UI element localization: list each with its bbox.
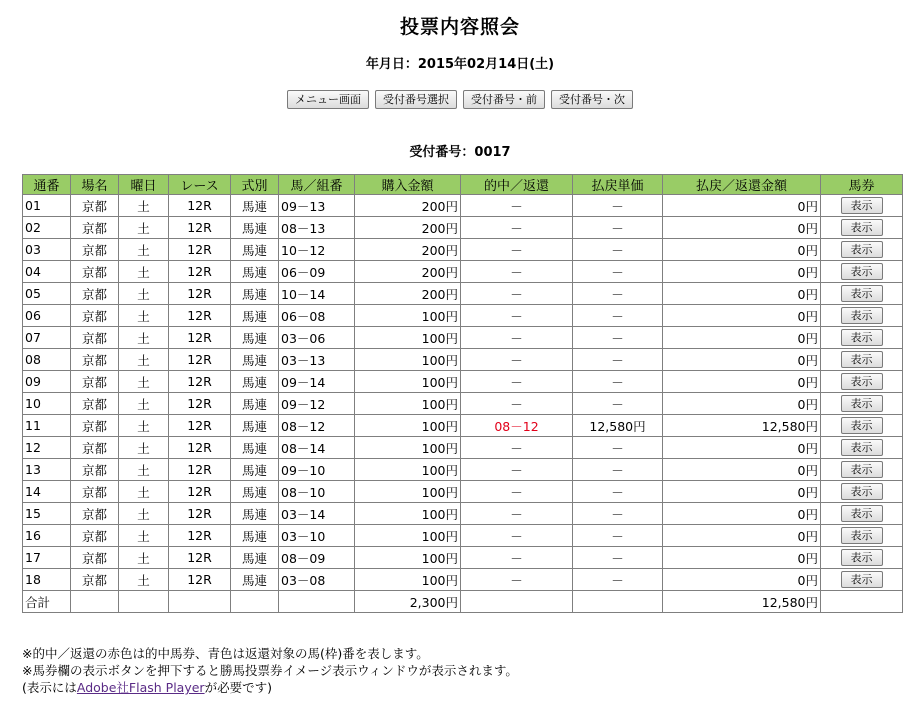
table-cell xyxy=(119,591,169,613)
table-cell: － xyxy=(461,305,573,327)
table-cell: 馬連 xyxy=(231,503,279,525)
table-cell xyxy=(573,591,663,613)
table-cell: 12R xyxy=(169,503,231,525)
table-cell: － xyxy=(573,459,663,481)
table-cell: － xyxy=(573,437,663,459)
ticket-cell xyxy=(821,195,903,217)
show-ticket-button[interactable]: 表示 xyxy=(841,263,883,280)
show-ticket-button[interactable]: 表示 xyxy=(841,505,883,522)
table-cell: 馬連 xyxy=(231,437,279,459)
column-header: 曜日 xyxy=(119,175,169,195)
table-cell: 10－12 xyxy=(279,239,355,261)
table-cell: 馬連 xyxy=(231,305,279,327)
table-cell: 土 xyxy=(119,261,169,283)
table-cell: － xyxy=(461,239,573,261)
table-cell: 土 xyxy=(119,371,169,393)
table-cell: 12,580円 xyxy=(573,415,663,437)
table-cell: － xyxy=(573,261,663,283)
table-cell: 06 xyxy=(23,305,71,327)
table-cell: 15 xyxy=(23,503,71,525)
table-cell: － xyxy=(461,283,573,305)
table-cell: 馬連 xyxy=(231,239,279,261)
table-cell: 03－08 xyxy=(279,569,355,591)
table-header-row xyxy=(23,175,903,195)
show-ticket-button[interactable]: 表示 xyxy=(841,439,883,456)
table-cell: 08－10 xyxy=(279,481,355,503)
table-row xyxy=(23,283,903,305)
table-cell: 京都 xyxy=(71,349,119,371)
table-cell: 12R xyxy=(169,437,231,459)
table-cell: 土 xyxy=(119,525,169,547)
table-cell: 08 xyxy=(23,349,71,371)
show-ticket-button[interactable]: 表示 xyxy=(841,483,883,500)
table-cell: 12R xyxy=(169,525,231,547)
table-cell: 馬連 xyxy=(231,283,279,305)
show-ticket-button[interactable]: 表示 xyxy=(841,549,883,566)
table-cell: 08－09 xyxy=(279,547,355,569)
table-cell: 京都 xyxy=(71,305,119,327)
table-cell: 京都 xyxy=(71,525,119,547)
table-cell: － xyxy=(461,547,573,569)
table-cell: 0円 xyxy=(663,481,821,503)
table-cell: － xyxy=(573,283,663,305)
table-cell: 03－13 xyxy=(279,349,355,371)
show-ticket-button[interactable]: 表示 xyxy=(841,307,883,324)
table-cell: 土 xyxy=(119,415,169,437)
ticket-cell xyxy=(821,481,903,503)
table-row xyxy=(23,261,903,283)
table-cell: 0円 xyxy=(663,459,821,481)
table-cell: 100円 xyxy=(355,437,461,459)
ticket-cell xyxy=(821,547,903,569)
table-cell: 100円 xyxy=(355,525,461,547)
table-cell: 0円 xyxy=(663,503,821,525)
table-cell: 土 xyxy=(119,393,169,415)
table-cell: 京都 xyxy=(71,217,119,239)
table-cell: － xyxy=(461,349,573,371)
table-cell: 0円 xyxy=(663,569,821,591)
column-header: 払戻単価 xyxy=(573,175,663,195)
table-cell: 100円 xyxy=(355,503,461,525)
table-cell: 土 xyxy=(119,481,169,503)
table-cell: － xyxy=(573,503,663,525)
table-cell xyxy=(169,591,231,613)
table-cell: 03－06 xyxy=(279,327,355,349)
table-cell: 京都 xyxy=(71,547,119,569)
table-cell: 08－14 xyxy=(279,437,355,459)
column-header: 払戻／返還金額 xyxy=(663,175,821,195)
show-ticket-button[interactable]: 表示 xyxy=(841,351,883,368)
table-cell: － xyxy=(461,217,573,239)
table-cell: 09－14 xyxy=(279,371,355,393)
show-ticket-button[interactable]: 表示 xyxy=(841,417,883,434)
table-cell: － xyxy=(461,195,573,217)
table-cell: 京都 xyxy=(71,283,119,305)
table-cell: 200円 xyxy=(355,217,461,239)
table-row xyxy=(23,349,903,371)
column-header: 式別 xyxy=(231,175,279,195)
total-label: 合計 xyxy=(23,591,71,613)
column-header: 通番 xyxy=(23,175,71,195)
table-cell: 03－14 xyxy=(279,503,355,525)
receipt-next-button[interactable]: 受付番号・次 xyxy=(551,90,633,109)
ticket-cell xyxy=(821,283,903,305)
table-cell: 12R xyxy=(169,459,231,481)
table-cell: 18 xyxy=(23,569,71,591)
table-cell: － xyxy=(461,327,573,349)
table-cell xyxy=(71,591,119,613)
table-cell: 0円 xyxy=(663,525,821,547)
table-row xyxy=(23,239,903,261)
table-cell: 0円 xyxy=(663,195,821,217)
ticket-cell xyxy=(821,371,903,393)
table-cell: 0円 xyxy=(663,547,821,569)
table-cell: 200円 xyxy=(355,261,461,283)
ticket-cell xyxy=(821,459,903,481)
table-cell: 土 xyxy=(119,327,169,349)
table-cell: 土 xyxy=(119,195,169,217)
table-cell: 0円 xyxy=(663,371,821,393)
column-header: レース xyxy=(169,175,231,195)
table-cell: － xyxy=(573,217,663,239)
table-cell: 馬連 xyxy=(231,349,279,371)
table-cell: 100円 xyxy=(355,481,461,503)
table-cell: 京都 xyxy=(71,393,119,415)
table-cell: 馬連 xyxy=(231,217,279,239)
table-cell: 京都 xyxy=(71,371,119,393)
table-cell: 100円 xyxy=(355,547,461,569)
table-cell: 14 xyxy=(23,481,71,503)
table-cell: 12R xyxy=(169,393,231,415)
table-cell: 0円 xyxy=(663,217,821,239)
table-cell: 09－10 xyxy=(279,459,355,481)
show-ticket-button[interactable]: 表示 xyxy=(841,329,883,346)
table-cell: 土 xyxy=(119,283,169,305)
table-cell: 03－10 xyxy=(279,525,355,547)
table-cell: 13 xyxy=(23,459,71,481)
show-ticket-button[interactable]: 表示 xyxy=(841,461,883,478)
table-cell: 01 xyxy=(23,195,71,217)
table-cell: 土 xyxy=(119,437,169,459)
table-row xyxy=(23,415,903,437)
table-cell: 京都 xyxy=(71,569,119,591)
table-cell: － xyxy=(461,393,573,415)
ticket-cell xyxy=(821,261,903,283)
table-cell xyxy=(231,591,279,613)
table-cell: 12R xyxy=(169,283,231,305)
note-color-legend: ※的中／返還の赤色は的中馬券、青色は返還対象の馬(枠)番を表します。 xyxy=(22,646,429,661)
ticket-cell xyxy=(821,437,903,459)
table-cell: － xyxy=(573,305,663,327)
table-cell: 11 xyxy=(23,415,71,437)
table-cell: 馬連 xyxy=(231,261,279,283)
table-cell: － xyxy=(461,459,573,481)
table-cell: 京都 xyxy=(71,239,119,261)
table-cell: 馬連 xyxy=(231,195,279,217)
ticket-cell xyxy=(821,239,903,261)
table-row xyxy=(23,525,903,547)
table-cell: 土 xyxy=(119,547,169,569)
table-cell: 馬連 xyxy=(231,481,279,503)
table-cell: － xyxy=(573,239,663,261)
table-cell: 04 xyxy=(23,261,71,283)
table-cell: 馬連 xyxy=(231,525,279,547)
table-cell: 12R xyxy=(169,195,231,217)
table-row xyxy=(23,481,903,503)
table-cell: 100円 xyxy=(355,415,461,437)
table-cell: 京都 xyxy=(71,481,119,503)
table-cell: 16 xyxy=(23,525,71,547)
table-cell: 0円 xyxy=(663,437,821,459)
total-row xyxy=(23,591,903,613)
show-ticket-button[interactable]: 表示 xyxy=(841,241,883,258)
table-cell: － xyxy=(573,569,663,591)
table-cell: － xyxy=(461,371,573,393)
show-ticket-button[interactable]: 表示 xyxy=(841,219,883,236)
table-cell: 京都 xyxy=(71,503,119,525)
table-cell: 土 xyxy=(119,349,169,371)
table-cell xyxy=(279,591,355,613)
table-cell: 06－09 xyxy=(279,261,355,283)
table-cell: － xyxy=(573,525,663,547)
table-row xyxy=(23,547,903,569)
table-cell: － xyxy=(573,393,663,415)
note-show-button: ※馬券欄の表示ボタンを押下すると勝馬投票券イメージ表示ウィンドウが表示されます。 xyxy=(22,663,518,678)
table-cell: 05 xyxy=(23,283,71,305)
table-cell: 12,580円 xyxy=(663,415,821,437)
table-cell: － xyxy=(573,481,663,503)
table-cell: － xyxy=(461,525,573,547)
table-cell: 07 xyxy=(23,327,71,349)
table-row xyxy=(23,195,903,217)
menu-button[interactable]: メニュー画面 xyxy=(287,90,369,109)
table-cell: － xyxy=(573,547,663,569)
date-label: 年月日：2015年02月14日(土) xyxy=(365,57,555,72)
table-row xyxy=(23,327,903,349)
table-cell: 土 xyxy=(119,305,169,327)
column-header: 馬券 xyxy=(821,175,903,195)
column-header: 購入金額 xyxy=(355,175,461,195)
table-cell: － xyxy=(573,195,663,217)
ticket-cell xyxy=(821,503,903,525)
table-cell: 土 xyxy=(119,217,169,239)
table-cell: 馬連 xyxy=(231,547,279,569)
receipt-select-button[interactable]: 受付番号選択 xyxy=(375,90,457,109)
table-cell: 馬連 xyxy=(231,415,279,437)
table-cell: － xyxy=(461,261,573,283)
table-cell: 0円 xyxy=(663,327,821,349)
ticket-cell xyxy=(821,569,903,591)
table-cell: 馬連 xyxy=(231,569,279,591)
table-cell: 0円 xyxy=(663,305,821,327)
table-cell: － xyxy=(573,327,663,349)
table-cell: 06－08 xyxy=(279,305,355,327)
table-cell: 100円 xyxy=(355,371,461,393)
table-cell: 12R xyxy=(169,239,231,261)
column-header: 馬／組番 xyxy=(279,175,355,195)
table-cell: 12R xyxy=(169,371,231,393)
table-cell: 12R xyxy=(169,547,231,569)
ticket-cell xyxy=(821,525,903,547)
table-cell xyxy=(461,591,573,613)
table-cell: 100円 xyxy=(355,305,461,327)
table-row xyxy=(23,217,903,239)
table-row xyxy=(23,569,903,591)
table-cell: 京都 xyxy=(71,327,119,349)
table-cell: 0円 xyxy=(663,283,821,305)
table-cell: 12R xyxy=(169,305,231,327)
table-cell: 12R xyxy=(169,569,231,591)
table-cell: 100円 xyxy=(355,327,461,349)
ticket-cell xyxy=(821,349,903,371)
table-cell: 08－13 xyxy=(279,217,355,239)
table-cell: 0円 xyxy=(663,261,821,283)
table-cell: － xyxy=(461,569,573,591)
table-cell xyxy=(821,591,903,613)
table-cell: 08－12 xyxy=(279,415,355,437)
table-row xyxy=(23,503,903,525)
table-cell: 京都 xyxy=(71,437,119,459)
show-ticket-button[interactable]: 表示 xyxy=(841,395,883,412)
show-ticket-button[interactable]: 表示 xyxy=(841,285,883,302)
table-cell: 200円 xyxy=(355,195,461,217)
total-payout: 12,580円 xyxy=(663,591,821,613)
nav-button-bar xyxy=(0,90,920,109)
show-ticket-button[interactable]: 表示 xyxy=(841,527,883,544)
table-cell: 09－13 xyxy=(279,195,355,217)
table-cell: 12R xyxy=(169,217,231,239)
table-cell: － xyxy=(461,503,573,525)
table-cell: 08－12 xyxy=(461,415,573,437)
table-cell: － xyxy=(573,349,663,371)
show-ticket-button[interactable]: 表示 xyxy=(841,373,883,390)
table-cell: － xyxy=(573,371,663,393)
table-cell: 12 xyxy=(23,437,71,459)
table-cell: 12R xyxy=(169,481,231,503)
note-flash-requirement: (表示にはAdobe社Flash Playerが必要です) xyxy=(22,680,272,695)
table-cell: 03 xyxy=(23,239,71,261)
table-cell: 馬連 xyxy=(231,393,279,415)
table-cell: 09 xyxy=(23,371,71,393)
ticket-cell xyxy=(821,327,903,349)
notes xyxy=(22,645,518,696)
table-cell: 12R xyxy=(169,327,231,349)
table-row xyxy=(23,459,903,481)
flash-player-link[interactable]: Adobe社Flash Player xyxy=(76,680,205,695)
table-cell: 100円 xyxy=(355,459,461,481)
table-cell: 100円 xyxy=(355,349,461,371)
table-cell: 土 xyxy=(119,239,169,261)
table-cell: 0円 xyxy=(663,239,821,261)
table-cell: － xyxy=(461,481,573,503)
show-ticket-button[interactable]: 表示 xyxy=(841,571,883,588)
total-purchase: 2,300円 xyxy=(355,591,461,613)
column-header: 場名 xyxy=(71,175,119,195)
table-row xyxy=(23,393,903,415)
table-cell: 土 xyxy=(119,569,169,591)
table-cell: 馬連 xyxy=(231,327,279,349)
receipt-prev-button[interactable]: 受付番号・前 xyxy=(463,90,545,109)
table-cell: 200円 xyxy=(355,283,461,305)
table-cell: 馬連 xyxy=(231,371,279,393)
table-cell: 土 xyxy=(119,459,169,481)
ticket-cell xyxy=(821,393,903,415)
page-title: 投票内容照会 xyxy=(399,16,520,38)
table-cell: 09－12 xyxy=(279,393,355,415)
table-cell: 17 xyxy=(23,547,71,569)
table-cell: 土 xyxy=(119,503,169,525)
column-header: 的中／返還 xyxy=(461,175,573,195)
ticket-cell xyxy=(821,415,903,437)
table-cell: 12R xyxy=(169,415,231,437)
table-cell: 12R xyxy=(169,261,231,283)
table-cell: 200円 xyxy=(355,239,461,261)
table-cell: 100円 xyxy=(355,569,461,591)
bet-table xyxy=(22,174,903,613)
table-cell: 京都 xyxy=(71,459,119,481)
table-cell: 100円 xyxy=(355,393,461,415)
table-cell: 馬連 xyxy=(231,459,279,481)
table-cell: 0円 xyxy=(663,349,821,371)
table-row xyxy=(23,305,903,327)
table-cell: 0円 xyxy=(663,393,821,415)
table-row xyxy=(23,437,903,459)
table-cell: 京都 xyxy=(71,415,119,437)
table-row xyxy=(23,371,903,393)
table-cell: － xyxy=(461,437,573,459)
receipt-number-label: 受付番号：0017 xyxy=(409,145,511,160)
table-cell: 京都 xyxy=(71,195,119,217)
table-cell: 12R xyxy=(169,349,231,371)
ticket-cell xyxy=(821,305,903,327)
table-cell: 10 xyxy=(23,393,71,415)
ticket-cell xyxy=(821,217,903,239)
table-cell: 10－14 xyxy=(279,283,355,305)
table-cell: 02 xyxy=(23,217,71,239)
show-ticket-button[interactable]: 表示 xyxy=(841,197,883,214)
table-cell: 京都 xyxy=(71,261,119,283)
